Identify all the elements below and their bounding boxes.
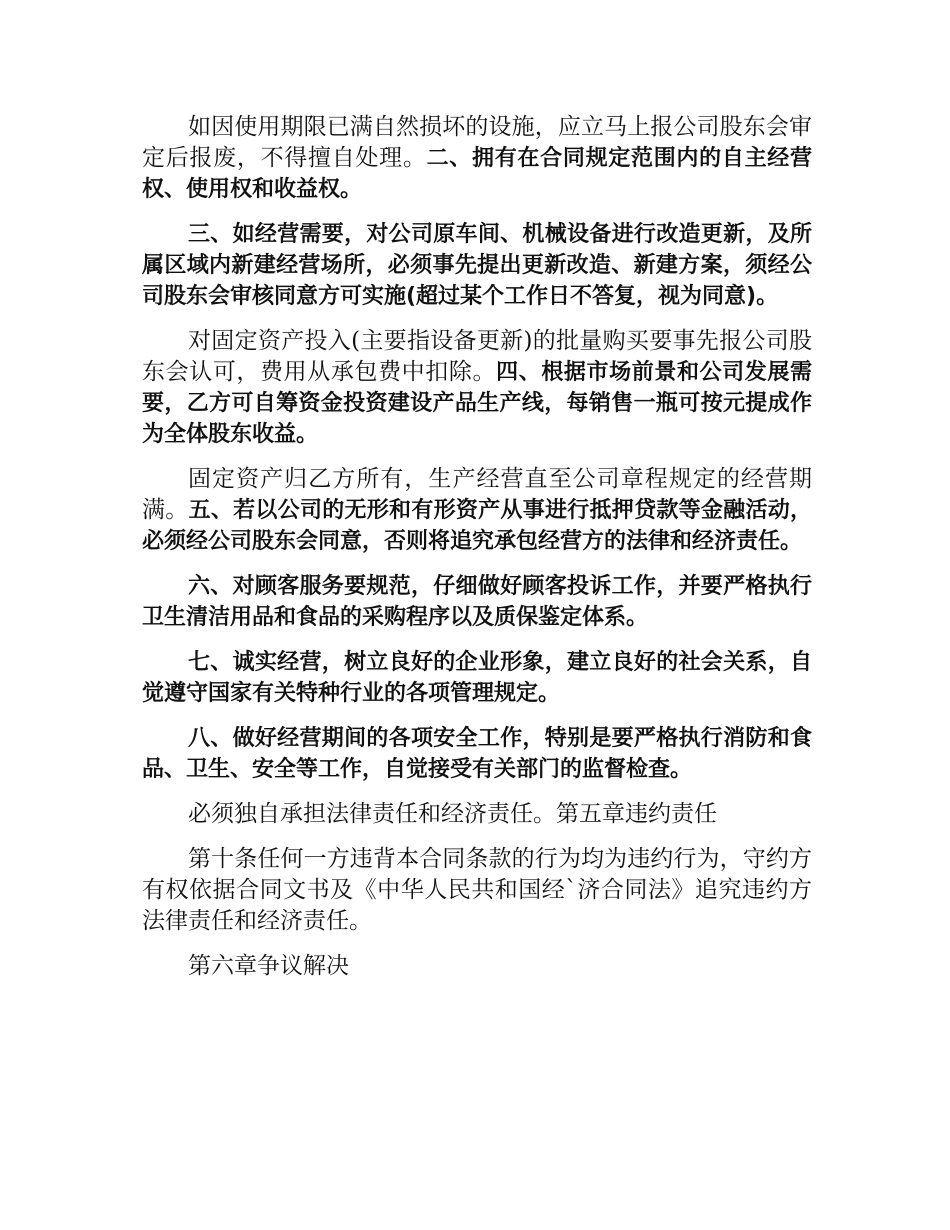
paragraph-3-bold-text: 四、根据市场前景和公司发展需要，乙方可自筹资金投资建设产品生产线，每销售一瓶可按元提成作为全体股东收益。 xyxy=(142,360,812,447)
paragraph-10 xyxy=(142,951,812,982)
paragraph-4-text: 固定资产归乙方所有，生产经营直至公司章程规定的经营期满。 xyxy=(142,466,812,523)
paragraph-4-bold-text: 五、若以公司的无形和有形资产从事进行抵押贷款等金融活动，必须经公司股东会同意，否则将追究承包经营方的法律和经济责任。 xyxy=(142,498,812,554)
paragraph-9 xyxy=(142,844,812,937)
paragraph-3 xyxy=(142,326,812,450)
paragraph-1-text: 如因使用期限已满自然损坏的设施，应立马上报公司股东会审定后报废，不得擅自处理。 xyxy=(142,114,812,171)
paragraph-5-bold-text: 六、对顾客服务要规范，仔细做好顾客投诉工作，并要严格执行卫生清洁用品和食品的采购程序以及质保鉴定体系。 xyxy=(142,574,812,630)
paragraph-2-bold-text: 三、如经营需要，对公司原车间、机械设备进行改造更新，及所属区域内新建经营场所，必须事先提出更新改造、新建方案，须经公司股东会审核同意方可实施(超过某个工作日不答复，视为同意)。 xyxy=(142,222,812,309)
paragraph-8-text: 必须独自承担法律责任和经济责任。第五章违约责任 xyxy=(188,801,717,827)
paragraph-7-bold-text: 八、做好经营期间的各项安全工作，特别是要严格执行消防和食品、卫生、安全等工作，自觉接受有关部门的监督检查。 xyxy=(142,726,812,782)
paragraph-1 xyxy=(142,112,812,205)
paragraph-6 xyxy=(142,647,812,709)
paragraph-4 xyxy=(142,464,812,557)
paragraph-8 xyxy=(142,799,812,830)
paragraph-5 xyxy=(142,571,812,633)
paragraph-1-bold-text: 二、拥有在合同规定范围内的自主经营权、使用权和收益权。 xyxy=(142,146,812,202)
paragraph-6-bold-text: 七、诚实经营，树立良好的企业形象，建立良好的社会关系，自觉遵守国家有关特种行业的各项管理规定。 xyxy=(142,650,812,706)
paragraph-10-text: 第六章争议解决 xyxy=(188,953,349,979)
paragraph-9-text: 第十条任何一方违背本合同条款的行为均为违约行为，守约方有权依据合同文书及《中华人民共和国经`济合同法》追究违约方法律责任和经济责任。 xyxy=(142,846,812,934)
paragraph-2 xyxy=(142,219,812,312)
document-page xyxy=(142,112,812,996)
paragraph-3-text: 对固定资产投入(主要指设备更新)的批量购买要事先报公司股东会认可，费用从承包费中扣除。 xyxy=(142,328,812,385)
paragraph-7 xyxy=(142,723,812,785)
